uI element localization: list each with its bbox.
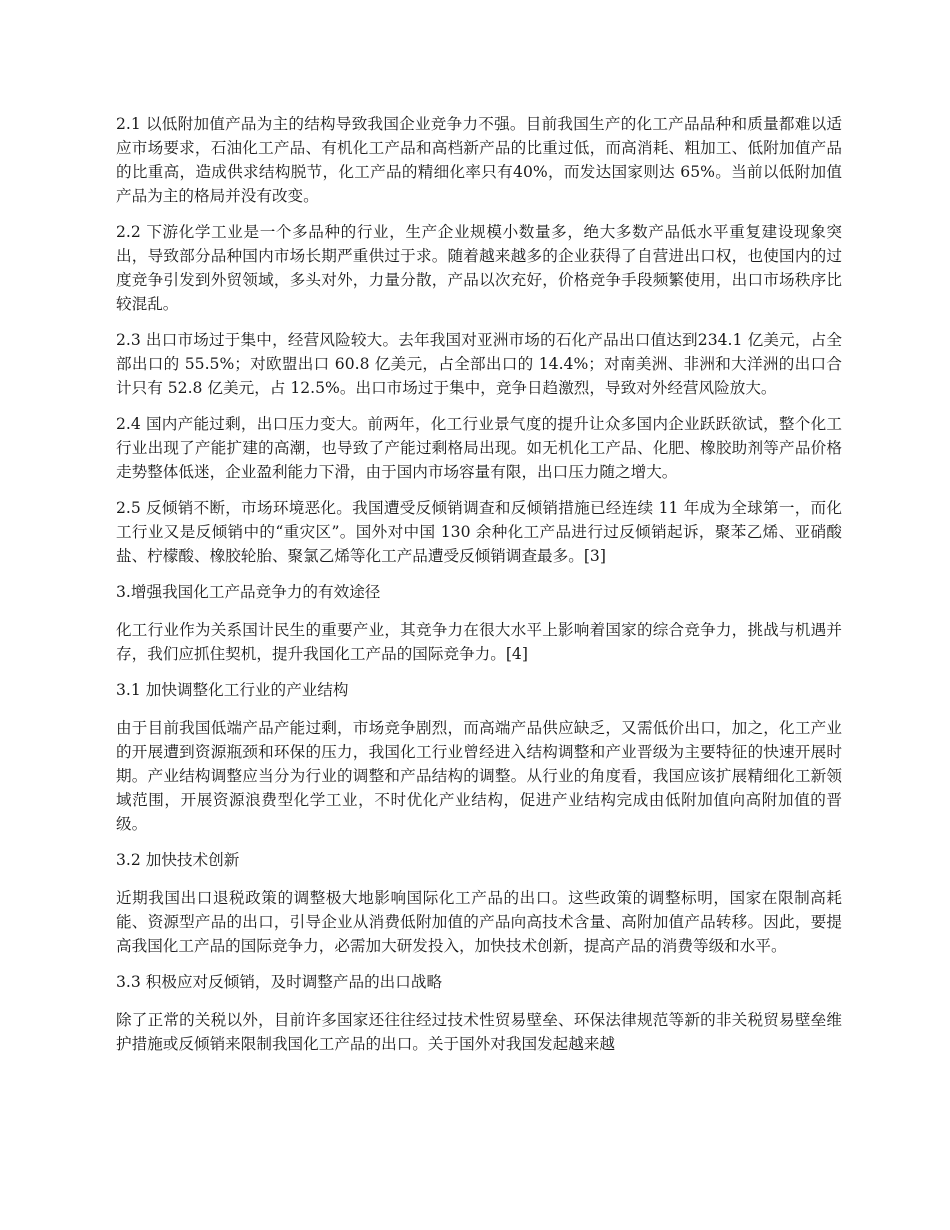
paragraph-3: 化工行业作为关系国计民生的重要产业，其竞争力在很大水平上影响着国家的综合竞争力，挑战与机遇并存，我们应抓住契机，提升我国化工产品的国际竞争力。[4] <box>116 621 842 663</box>
paragraph-3-2: 近期我国出口退税政策的调整极大地影响国际化工产品的出口。这些政策的调整标明，国家在限制高耗能、资源型产品的出口，引导企业从消费低附加值的产品向高技术含量、高附加值产品转移。因此，要提高我国化工产品的国际竞争力，必需加大研发投入，加快技术创新，提高产品的消费等级和水平。 <box>116 889 842 955</box>
paragraph-2-4: 2.4 国内产能过剩，出口压力变大。前两年，化工行业景气度的提升让众多国内企业跃跃欲试，整个化工行业出现了产能扩建的高潮，也导致了产能过剩格局出现。如无机化工产品、化肥、橡胶助剂等产品价格走势整体低迷，企业盈利能力下滑，由于国内市场容量有限，出口压力随之增大。 <box>116 415 842 481</box>
document-body <box>116 112 842 1068</box>
paragraph-3-1: 由于目前我国低端产品产能过剩，市场竞争剧烈，而高端产品供应缺乏，又需低价出口，加之，化工产业的开展遭到资源瓶颈和环保的压力，我国化工行业曾经进入结构调整和产业晋级为主要特征的快速开展时期。产业结构调整应当分为行业的调整和产品结构的调整。从行业的角度看，我国应该扩展精细化工新领域范围，开展资源浪费型化学工业，不时优化产业结构，促进产业结构完成由低附加值向高附加值的晋级。 <box>116 719 842 833</box>
paragraph-2-3: 2.3 出口市场过于集中，经营风险较大。去年我国对亚洲市场的石化产品出口值达到234.1 亿美元，占全部出口的 55.5%；对欧盟出口 60.8 亿美元，占全部出口的 14.4%；对南美洲、非洲和大洋洲的出口合计只有 52.8 亿美元，占 12.5%。出口市场过于集中，竞争日趋激烈，导致对外经营风险放大。 <box>116 331 842 397</box>
paragraph-2-1: 2.1 以低附加值产品为主的结构导致我国企业竞争力不强。目前我国生产的化工产品品种和质量都难以适应市场要求，石油化工产品、有机化工产品和高档新产品的比重过低，而高消耗、粗加工、低附加值产品的比重高，造成供求结构脱节，化工产品的精细化率只有40%，而发达国家则达 65%。当前以低附加值产品为主的格局并没有改变。 <box>116 115 842 205</box>
paragraph-3-3: 除了正常的关税以外，目前许多国家还往往经过技术性贸易壁垒、环保法律规范等新的非关税贸易壁垒维护措施或反倾销来限制我国化工产品的出口。关于国外对我国发起越来越 <box>116 1011 842 1053</box>
paragraph-2-5: 2.5 反倾销不断，市场环境恶化。我国遭受反倾销调查和反倾销措施已经连续 11 年成为全球第一，而化工行业又是反倾销中的“重灾区”。国外对中国 130 余种化工产品进行过反倾销起诉，聚苯乙烯、亚硝酸盐、柠檬酸、橡胶轮胎、聚氯乙烯等化工产品遭受反倾销调查最多。[3] <box>116 499 842 565</box>
paragraph-2-2: 2.2 下游化学工业是一个多品种的行业，生产企业规模小数量多，绝大多数产品低水平重复建设现象突出，导致部分品种国内市场长期严重供过于求。随着越来越多的企业获得了自营进出口权，也使国内的过度竞争引发到外贸领域，多头对外，力量分散，产品以次充好，价格竞争手段频繁使用，出口市场秩序比较混乱。 <box>116 223 842 313</box>
section-heading-3: 3.增强我国化工产品竞争力的有效途径 <box>116 583 381 601</box>
section-heading-3-2: 3.2 加快技术创新 <box>116 851 240 869</box>
section-heading-3-3: 3.3 积极应对反倾销，及时调整产品的出口战略 <box>116 973 443 991</box>
section-heading-3-1: 3.1 加快调整化工行业的产业结构 <box>116 681 349 699</box>
